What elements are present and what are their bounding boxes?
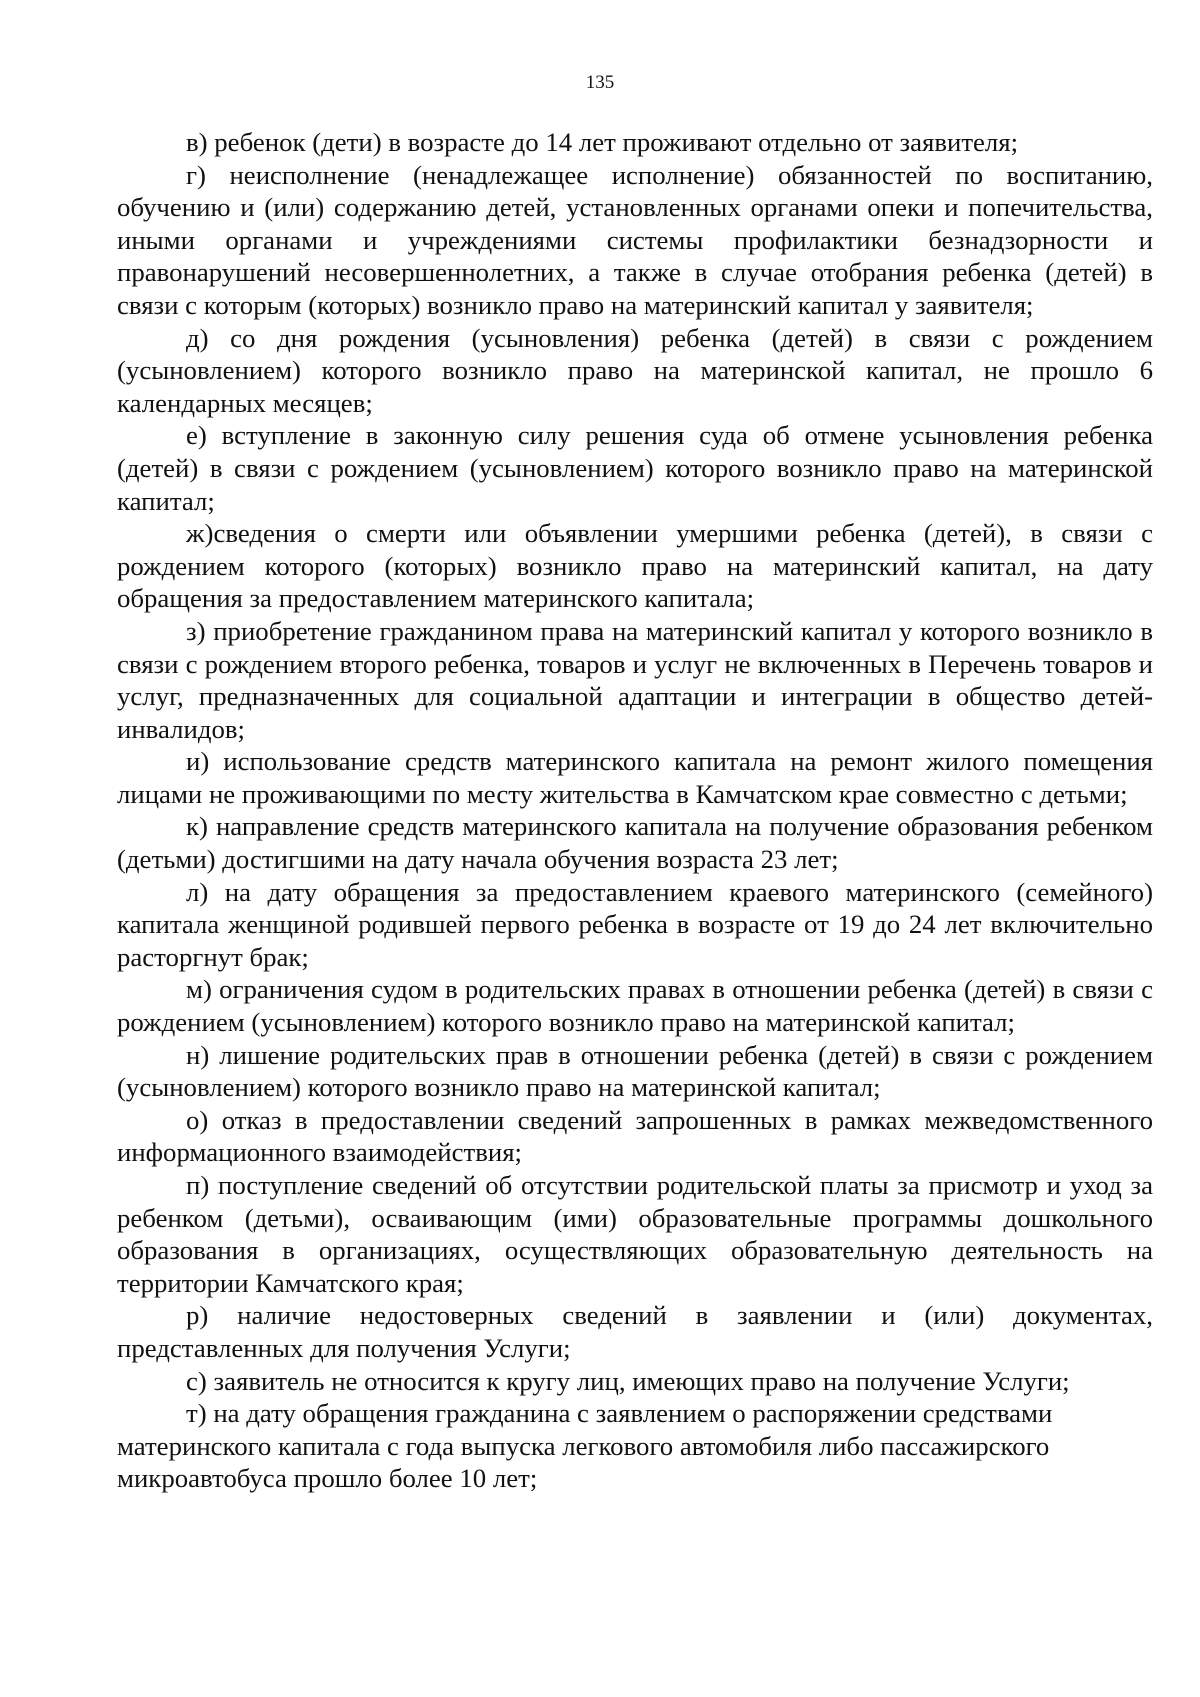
paragraph-m: м) ограничения судом в родительских правах в отношении ребенка (детей) в связи с рождением (усыновлением) которого возникло право на материнской капитал;: [117, 974, 1153, 1038]
paragraph-v: в) ребенок (дети) в возрасте до 14 лет проживают отдельно от заявителя;: [186, 127, 1019, 157]
paragraph-k: к) направление средств материнского капитала на получение образования ребенком (детьми) достигшими на дату начала обучения возраста 23 лет;: [117, 811, 1153, 875]
paragraph-z: з) приобретение гражданином права на материнский капитал у которого возникло в связи с рождением второго ребенка, товаров и услуг не включенных в Перечень товаров и услуг, предназначенных для социальной адаптации и интеграции в общество детей-инвалидов;: [117, 615, 1153, 744]
paragraph-zh: ж)сведения о смерти или объявлении умершими ребенка (детей), в связи с рождением которого (которых) возникло право на материнский капитал, на дату обращения за предоставлением материнского капитала;: [117, 518, 1153, 614]
paragraph-e: е) вступление в законную силу решения суда об отмене усыновления ребенка (детей) в связи с рождением (усыновлением) которого возникло право на материнской капитал;: [117, 420, 1153, 516]
paragraph-i: и) использование средств материнского капитала на ремонт жилого помещения лицами не проживающими по месту жительства в Камчатском крае совместно с детьми;: [117, 746, 1153, 809]
paragraph-l: л) на дату обращения за предоставлением краевого материнского (семейного) капитала женщиной родившей первого ребенка в возрасте от 19 до 24 лет включительно расторгнут брак;: [117, 876, 1153, 972]
paragraph-o: о) отказ в предоставлении сведений запрошенных в рамках межведомственного информационного взаимодействия;: [117, 1104, 1153, 1168]
paragraph-g: г) неисполнение (ненадлежащее исполнение) обязанностей по воспитанию, обучению и (или) содержанию детей, установленных органами опеки и попечительства, иными органами и учреждениями системы профилактики безнадзорности и правонарушений несовершеннолетних, а также в случае отобрания ребенка (детей) в связи с которым (которых) возникло право на материнский капитал у заявителя;: [117, 159, 1153, 320]
paragraph-d: д) со дня рождения (усыновления) ребенка (детей) в связи с рождением (усыновлением) которого возникло право на материнской капитал, не прошло 6 календарных месяцев;: [117, 322, 1153, 418]
paragraph-r: р) наличие недостоверных сведений в заявлении и (или) документах, представленных для получения Услуги;: [117, 1300, 1153, 1363]
paragraph-n: н) лишение родительских прав в отношении ребенка (детей) в связи с рождением (усыновлением) которого возникло право на материнской капитал;: [117, 1039, 1153, 1103]
paragraph-t: т) на дату обращения гражданина с заявлением о распоряжении средствами материнского капитала с года выпуска легкового автомобиля либо пассажирского микроавтобуса прошло более 10 лет;: [117, 1398, 1053, 1494]
page-number: 135: [585, 72, 615, 93]
paragraph-p: п) поступление сведений об отсутствии родительской платы за присмотр и уход за ребенком (детьми), осваивающим (ими) образовательные программы дошкольного образования в организациях, осуществляющих образовательную деятельность на территории Камчатского края;: [117, 1170, 1153, 1298]
document-body: [117, 126, 1153, 1495]
paragraph-s: с) заявитель не относится к кругу лиц, имеющих право на получение Услуги;: [186, 1365, 1070, 1396]
